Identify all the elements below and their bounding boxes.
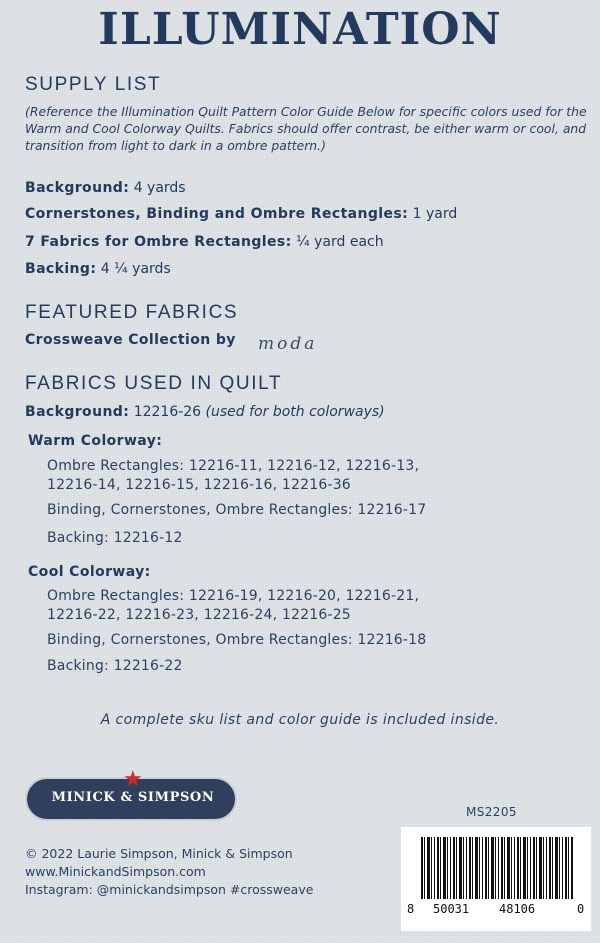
supply-item-ombre <box>25 234 384 250</box>
supply-note: (Reference the Illumination Quilt Pattern Color Guide Below for specific colors used for the Warm and Cool Colorway Quilts. Fabrics should offer contrast, be either warm or cool, and transition from light to dark in a ombre pattern.) <box>25 104 587 153</box>
minick-simpson-logo <box>25 767 237 821</box>
cool-ombre-line2: 12216-22, 12216-23, 12216-24, 12216-25 <box>47 607 351 623</box>
website-line: www.MinickandSimpson.com <box>25 864 206 879</box>
supply-item-value: 1 yard <box>412 206 458 222</box>
barcode-digit-2: 50031 <box>433 902 470 916</box>
footnote: A complete sku list and color guide is included inside. <box>100 712 500 728</box>
supply-item-cornerstones <box>25 206 457 222</box>
supply-item-background <box>25 180 186 196</box>
warm-ombre-line1: Ombre Rectangles: 12216-11, 12216-12, 12216-13, <box>47 458 420 474</box>
supply-item-backing <box>25 261 171 277</box>
supply-item-label: Background: <box>25 180 130 196</box>
collection-text: Crossweave Collection by <box>25 332 236 348</box>
copyright-line: © 2022 Laurie Simpson, Minick & Simpson <box>25 846 293 861</box>
cool-ombre-line1: Ombre Rectangles: 12216-19, 12216-20, 12216-21, <box>47 588 420 604</box>
supply-list-heading: SUPPLY LIST <box>25 74 162 95</box>
used-background <box>25 404 385 420</box>
logo-text: MINICK & SIMPSON <box>51 790 215 805</box>
barcode-digit-4: 0 <box>577 902 585 916</box>
used-background-note: (used for both colorways) <box>205 404 385 420</box>
page-title: ILLUMINATION <box>98 4 502 55</box>
warm-ombre-line2: 12216-14, 12216-15, 12216-16, 12216-36 <box>47 477 351 493</box>
star-icon: ★ <box>123 767 143 792</box>
barcode-digit-1: 8 <box>407 902 415 916</box>
supply-item-value: 4 yards <box>133 180 186 196</box>
fabrics-used-heading: FABRICS USED IN QUILT <box>25 373 283 394</box>
barcode-digit-3: 48106 <box>499 902 536 916</box>
warm-binding: Binding, Cornerstones, Ombre Rectangles: 12216-17 <box>47 502 427 518</box>
supply-item-label: Backing: <box>25 261 97 277</box>
instagram-line: Instagram: @minickandsimpson #crossweave <box>25 882 314 897</box>
featured-fabrics-heading: FEATURED FABRICS <box>25 302 239 323</box>
moda-logo: moda <box>258 334 318 354</box>
supply-item-label: Cornerstones, Binding and Ombre Rectangles: <box>25 206 409 222</box>
supply-item-label: 7 Fabrics for Ombre Rectangles: <box>25 234 292 250</box>
warm-backing: Backing: 12216-12 <box>47 530 183 546</box>
cool-binding: Binding, Cornerstones, Ombre Rectangles: 12216-18 <box>47 632 427 648</box>
barcode <box>401 827 591 931</box>
cool-colorway-label: Cool Colorway: <box>28 564 151 580</box>
warm-colorway-label: Warm Colorway: <box>28 433 163 449</box>
used-background-value: 12216-26 <box>133 404 202 420</box>
supply-item-value: 4 ¼ yards <box>100 261 171 277</box>
used-background-label: Background: <box>25 404 130 420</box>
supply-item-value: ¼ yard each <box>296 234 384 250</box>
featured-collection <box>25 332 236 348</box>
barcode-bars <box>421 837 573 899</box>
cool-backing: Backing: 12216-22 <box>47 658 183 674</box>
sku-code: MS2205 <box>466 805 517 819</box>
